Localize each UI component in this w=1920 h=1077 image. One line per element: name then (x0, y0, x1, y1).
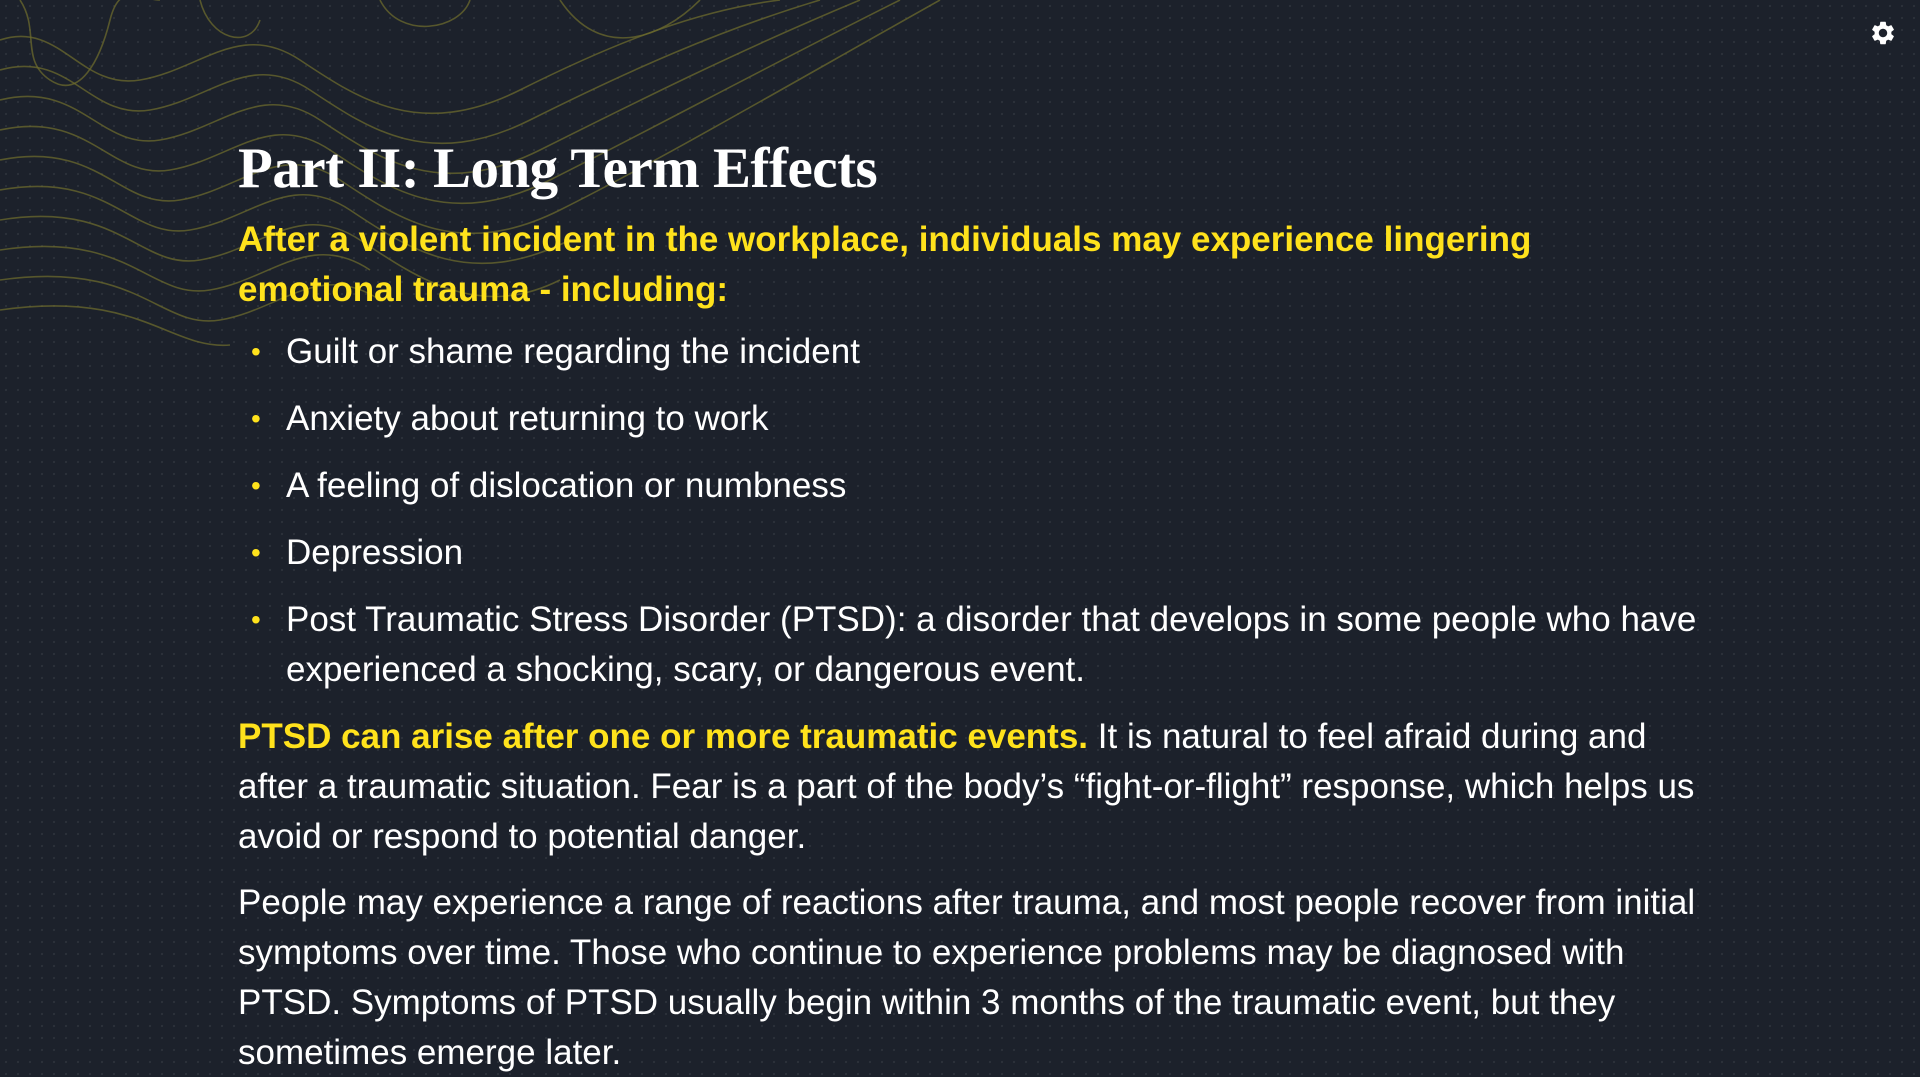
ptsd-highlight: PTSD can arise after one or more traumatic events. (238, 716, 1089, 756)
bullet-icon: • (251, 536, 261, 568)
settings-button[interactable] (1866, 16, 1900, 50)
bullet-icon: • (251, 469, 261, 501)
slide-content (238, 138, 1698, 1077)
bullet-icon: • (251, 335, 261, 367)
list-item-text: Anxiety about returning to work (286, 398, 769, 438)
list-item-text: A feeling of dislocation or numbness (286, 465, 847, 505)
list-item-text: Guilt or shame regarding the incident (286, 331, 860, 371)
page-title: Part II: Long Term Effects (238, 137, 878, 200)
list-item-text: Depression (286, 532, 464, 572)
ptsd-paragraph (238, 712, 1698, 862)
list-item (238, 528, 1698, 578)
bullet-icon: • (251, 402, 261, 434)
lead-text: After a violent incident in the workplace, individuals may experience lingering emotional trauma - including: (238, 219, 1532, 309)
recovery-paragraph: People may experience a range of reactions after trauma, and most people recover from initial symptoms over time. Those who continue to experience problems may be diagnosed with PTSD. Symptoms of PTSD usually begin within 3 months of the traumatic event, but they sometimes emerge later. (238, 882, 1696, 1072)
ptsd-paragraph-text: It is natural to feel afraid during and after a traumatic situation. Fear is a part of the body’s “fight-or-flight” response, which helps us avoid or respond to potential danger. (238, 716, 1695, 856)
list-item (238, 595, 1698, 695)
bullet-icon: • (251, 603, 261, 635)
gear-icon (1869, 19, 1897, 47)
effects-list (238, 327, 1698, 695)
list-item (238, 327, 1698, 377)
list-item (238, 394, 1698, 444)
list-item-text: Post Traumatic Stress Disorder (PTSD): a disorder that develops in some people who have experienced a shocking, scary, or dangerous event. (286, 599, 1697, 689)
list-item (238, 461, 1698, 511)
